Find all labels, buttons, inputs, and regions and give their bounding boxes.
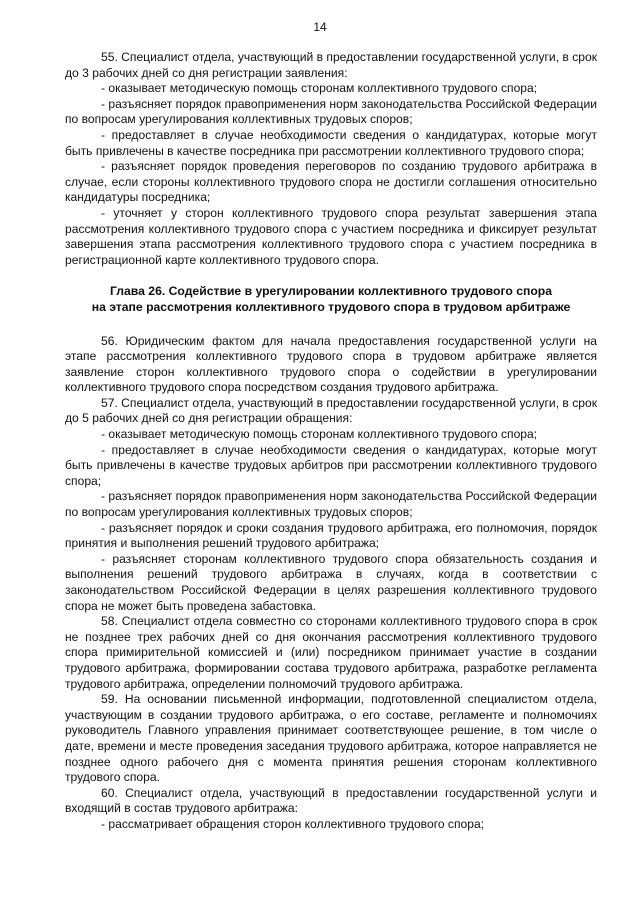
paragraph-57-item: - разъясняет сторонам коллективного трудового спора обязательность создания и выполнения решений трудового арбитража в случаях, когда в соответствии с законодательством Российской Федерации в целях разрешения коллективного трудового спора не может быть проведена забастовка. bbox=[65, 551, 597, 613]
paragraph-59: 59. На основании письменной информации, подготовленной специалистом отдела, участвующим в создании трудового арбитража, о его составе, регламенте и полномочиях руководитель Главного управления принимает соответствующее решение, в том числе о дате, времени и месте проведения заседания трудового арбитража, которое направляется не позднее одного рабочего дня с момента принятия решения сторонам коллективного трудового спора. bbox=[65, 692, 597, 785]
paragraph-60-intro: 60. Специалист отдела, участвующий в предоставлении государственной услуги и входящий в состав трудового арбитража: bbox=[65, 785, 597, 816]
page-number: 14 bbox=[313, 20, 327, 34]
paragraph-58: 58. Специалист отдела совместно со сторонами коллективного трудового спора в срок не позднее трех рабочих дней со дня окончания рассмотрения коллективного трудового спора примирительной комиссией и (или) посредником принимает участие в создании трудового арбитража, формировании состава трудового арбитража, разработке регламента трудового арбитража, определении полномочий трудового арбитража. bbox=[65, 614, 597, 691]
paragraph-60-item: - рассматривает обращения сторон коллективного трудового спора; bbox=[101, 816, 485, 831]
paragraph-57-intro: 57. Специалист отдела, участвующий в предоставлении государственной услуги, в срок до 5 рабочих дней со дня регистрации обращения: bbox=[65, 395, 597, 426]
paragraph-55-item: - уточняет у сторон коллективного трудового спора результат завершения этапа рассмотрения коллективного трудового спора с участием посредника и фиксирует результат завершения этапа рассмотрения коллективного трудового спора с участием посредника в регистрационной карте коллективного трудового спора. bbox=[65, 205, 597, 267]
paragraph-55-item: - оказывает методическую помощь сторонам коллективного трудового спора; bbox=[101, 81, 538, 96]
paragraph-57-item: - разъясняет порядок и сроки создания трудового арбитража, его полномочия, порядок принятия и выполнения решений трудового арбитража; bbox=[65, 520, 597, 551]
paragraph-57-item: - предоставляет в случае необходимости сведения о кандидатурах, которые могут быть привлечены в качестве трудовых арбитров при рассмотрении коллективного трудового спора; bbox=[65, 442, 597, 488]
chapter-heading-line: на этапе рассмотрения коллективного трудового спора в трудовом арбитраже bbox=[91, 299, 571, 314]
chapter-heading-line: Глава 26. Содействие в урегулировании коллективного трудового спора bbox=[109, 284, 553, 299]
paragraph-55-item: - предоставляет в случае необходимости сведения о кандидатурах, которые могут быть привлечены в качестве посредника при рассмотрении коллективного трудового спора; bbox=[65, 127, 597, 158]
paragraph-55-intro: 55. Специалист отдела, участвующий в предоставлении государственной услуги, в срок до 3 рабочих дней со дня регистрации заявления: bbox=[65, 50, 597, 80]
chapter-heading bbox=[65, 284, 597, 315]
paragraph-55-item: - разъясняет порядок проведения переговоров по созданию трудового арбитража в случае, если стороны коллективного трудового спора не достигли соглашения относительно кандидатуры посредника; bbox=[65, 159, 597, 205]
paragraph-56: 56. Юридическим фактом для начала предоставления государственной услуги на этапе рассмотрения коллективного трудового спора в трудовом арбитраже является заявление сторон коллективного трудового спора о содействии в урегулировании коллективного трудового спора посредством создания трудового арбитража. bbox=[65, 333, 597, 395]
paragraph-57-item: - оказывает методическую помощь сторонам коллективного трудового спора; bbox=[101, 427, 538, 442]
document-body bbox=[65, 50, 597, 833]
paragraph-55-item: - разъясняет порядок правоприменения норм законодательства Российской Федерации по вопросам урегулирования коллективных трудовых споров; bbox=[65, 96, 597, 127]
paragraph-57-item: - разъясняет порядок правоприменения норм законодательства Российской Федерации по вопросам урегулирования коллективных трудовых споров; bbox=[65, 489, 597, 520]
